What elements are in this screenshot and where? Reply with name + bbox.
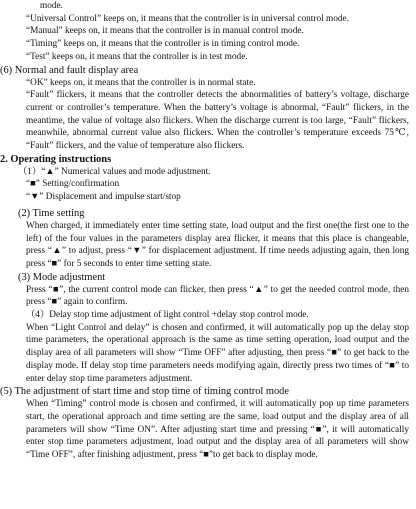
item-1-line — [18, 166, 416, 179]
mode-adjustment-heading: (3) Mode adjustment — [18, 271, 106, 283]
mode-line-tail: mode. — [40, 1, 63, 11]
item-1-number: （1） — [18, 166, 42, 177]
fault-status-paragraph: “Fault” flickers, it means that the controller detects the abnormalities of battery’s voltage, discharge current or controller’s temperature. When the battery’s voltage is abnormal, “Fault” flickers, in the meantime, the value of voltage also flickers. When the discharge current is too large, “Fault” flickers, meanwhile, abnormal current value also flickers. When the controller’s temperature exceeds 75℃, “Fault” flickers, and the value of temperature also flickers. — [26, 90, 409, 152]
timing-mode-line: “Timing” keeps on, it means that the controller is in timing control mode. — [26, 39, 300, 50]
delay-stop-subheading: （4）Delay stop time adjustment of light control +delay stop control mode. — [26, 310, 309, 321]
set-key-description: “■” Setting/confirmation — [26, 179, 120, 190]
section-6-heading: (6) Normal and fault display area — [0, 64, 139, 76]
ok-status-line: “OK” keeps on, it means that the controller is in normal state. — [26, 77, 256, 88]
section-5-heading: (5) The adjustment of start time and stop time of timing control mode — [0, 386, 289, 398]
time-setting-heading: (2) Time setting — [18, 207, 85, 219]
down-key-description: “▼” Displacement and impulse start/stop — [26, 192, 181, 203]
delay-stop-paragraph: When “Light Control and delay” is chosen and confirmed, it will automatically pop up the delay stop time parameters, the operational approach is the same as time setting operation, load output and the display area of all parameters will show “Time OFF” after adjusting, then press “■” to get back to the display mode. If delay stop time parameters needs modifying again, directly press two times of “■” to enter delay stop time parameters adjustment. — [26, 322, 409, 384]
test-mode-line: “Test” keeps on, it means that the controller is in test mode. — [26, 51, 248, 62]
universal-control-line: “Universal Control” keeps on, it means that the controller is in universal control mode. — [26, 13, 349, 24]
operating-instructions-heading: 2. Operating instructions — [0, 153, 112, 165]
up-key-description: “▲” Numerical values and mode adjustment. — [41, 166, 211, 177]
manual-mode-line: “Manual” keeps on, it means that the controller is in manual control mode. — [26, 26, 304, 37]
timing-start-stop-paragraph: When “Timing” control mode is chosen and confirmed, it will automatically pop up time parameters start, the operational approach and time setting are the same, load output and the display area of all parameters will show “Time ON”. After adjusting start time and pressing “■”, it will automatically enter stop time parameters adjustment, load output and the display area of all parameters will show “Time OFF”, after finishing adjustment, press “■”to get back to display mode. — [26, 399, 409, 461]
time-setting-paragraph: When charged, it immediately enter time setting state, load output and the first one(the first one to the left) of the four values in the parameters display area flicker, it means that this place is changeable, press “▲” to adjust, press “▼” for displacement adjustment. If time needs adjusting again, then long press “■” for 5 seconds to enter time setting state. — [26, 220, 409, 269]
mode-adjustment-paragraph: Press “■”, the current control mode can flicker, then press “▲” to get the needed control mode, then press “■” again to confirm. — [26, 284, 409, 308]
